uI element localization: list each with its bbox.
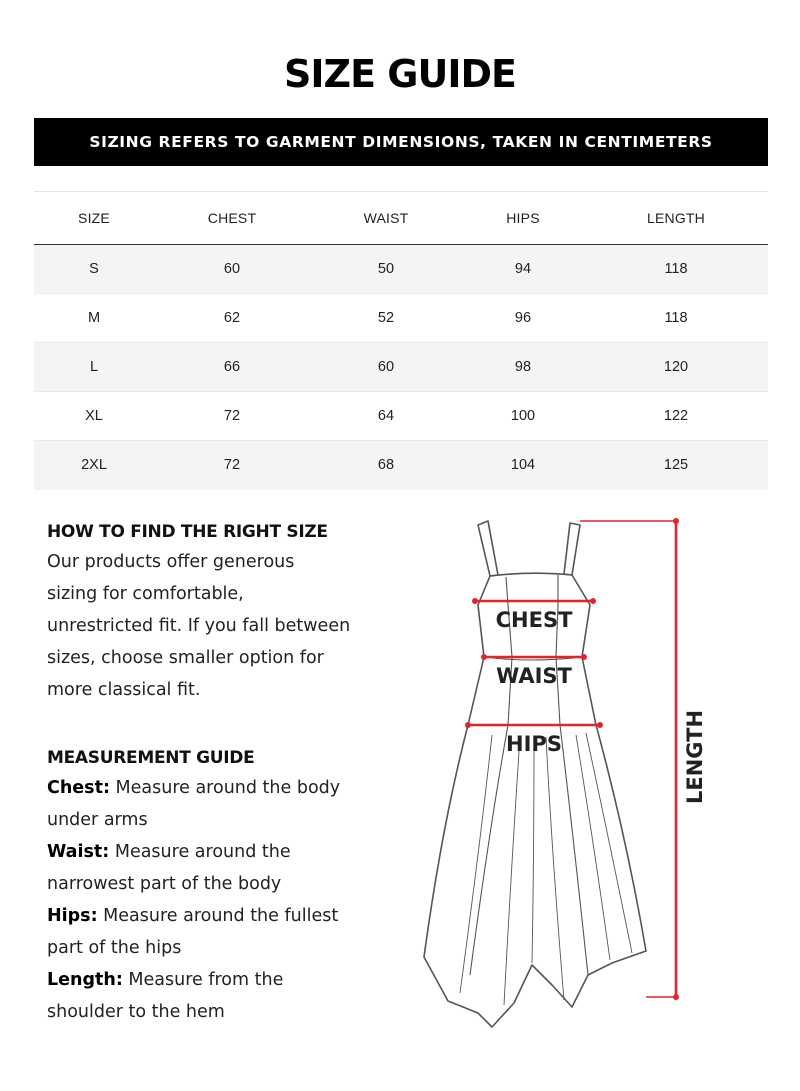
table-row — [34, 245, 768, 294]
cell-length: 120 — [584, 343, 768, 392]
how-to-line: Our products offer generous — [47, 552, 295, 572]
cell-hips: 100 — [462, 392, 584, 441]
measure-waist — [47, 836, 397, 868]
table-row — [34, 294, 768, 343]
table-row — [34, 343, 768, 392]
cell-waist: 68 — [310, 441, 462, 490]
measure-hips — [47, 900, 397, 932]
cell-chest: 72 — [154, 441, 310, 490]
cell-size: XL — [34, 392, 154, 441]
page-title: SIZE GUIDE — [284, 52, 516, 96]
how-to-line: more classical fit. — [47, 680, 201, 700]
header-chest: CHEST — [154, 192, 310, 245]
hips-label: HIPS — [506, 732, 562, 756]
how-to-line: sizes, choose smaller option for — [47, 648, 324, 668]
cell-chest: 62 — [154, 294, 310, 343]
cell-size: M — [34, 294, 154, 343]
measure-desc-cont: shoulder to the hem — [47, 1002, 225, 1022]
cell-length: 122 — [584, 392, 768, 441]
length-label: LENGTH — [683, 709, 707, 805]
measurement-heading: MEASUREMENT GUIDE — [47, 748, 255, 768]
size-table — [34, 191, 768, 490]
header-hips: HIPS — [462, 192, 584, 245]
measure-term: Chest: — [47, 778, 110, 798]
dress-outline-icon — [400, 505, 730, 1045]
units-banner: SIZING REFERS TO GARMENT DIMENSIONS, TAKEN IN CENTIMETERS — [34, 118, 768, 166]
cell-size: S — [34, 245, 154, 294]
how-to-line: unrestricted fit. If you fall between — [47, 616, 351, 636]
cell-hips: 98 — [462, 343, 584, 392]
cell-chest: 60 — [154, 245, 310, 294]
measure-chest — [47, 772, 397, 804]
how-to-heading: HOW TO FIND THE RIGHT SIZE — [47, 522, 328, 542]
measure-desc-cont: part of the hips — [47, 938, 182, 958]
measure-desc: Measure around the — [109, 842, 291, 862]
header-length: LENGTH — [584, 192, 768, 245]
measure-term: Hips: — [47, 906, 98, 926]
header-size: SIZE — [34, 192, 154, 245]
measure-desc-cont: narrowest part of the body — [47, 874, 282, 894]
measure-desc: Measure around the fullest — [97, 906, 339, 926]
measure-term: Length: — [47, 970, 123, 990]
cell-waist: 60 — [310, 343, 462, 392]
cell-hips: 104 — [462, 441, 584, 490]
table-row — [34, 392, 768, 441]
measure-desc-cont: under arms — [47, 810, 148, 830]
cell-size: 2XL — [34, 441, 154, 490]
cell-waist: 50 — [310, 245, 462, 294]
cell-chest: 66 — [154, 343, 310, 392]
cell-size: L — [34, 343, 154, 392]
size-info-text — [47, 518, 397, 1028]
cell-chest: 72 — [154, 392, 310, 441]
measure-desc: Measure around the body — [109, 778, 341, 798]
cell-length: 125 — [584, 441, 768, 490]
cell-waist: 52 — [310, 294, 462, 343]
table-header-row — [34, 192, 768, 245]
how-to-line: sizing for comfortable, — [47, 584, 244, 604]
table-row — [34, 441, 768, 490]
cell-length: 118 — [584, 294, 768, 343]
measure-term: Waist: — [47, 842, 110, 862]
chest-label: CHEST — [495, 608, 573, 632]
measure-desc: Measure from the — [122, 970, 284, 990]
cell-waist: 64 — [310, 392, 462, 441]
cell-hips: 94 — [462, 245, 584, 294]
cell-length: 118 — [584, 245, 768, 294]
waist-label: WAIST — [496, 664, 572, 688]
measure-length — [47, 964, 397, 996]
cell-hips: 96 — [462, 294, 584, 343]
header-waist: WAIST — [310, 192, 462, 245]
